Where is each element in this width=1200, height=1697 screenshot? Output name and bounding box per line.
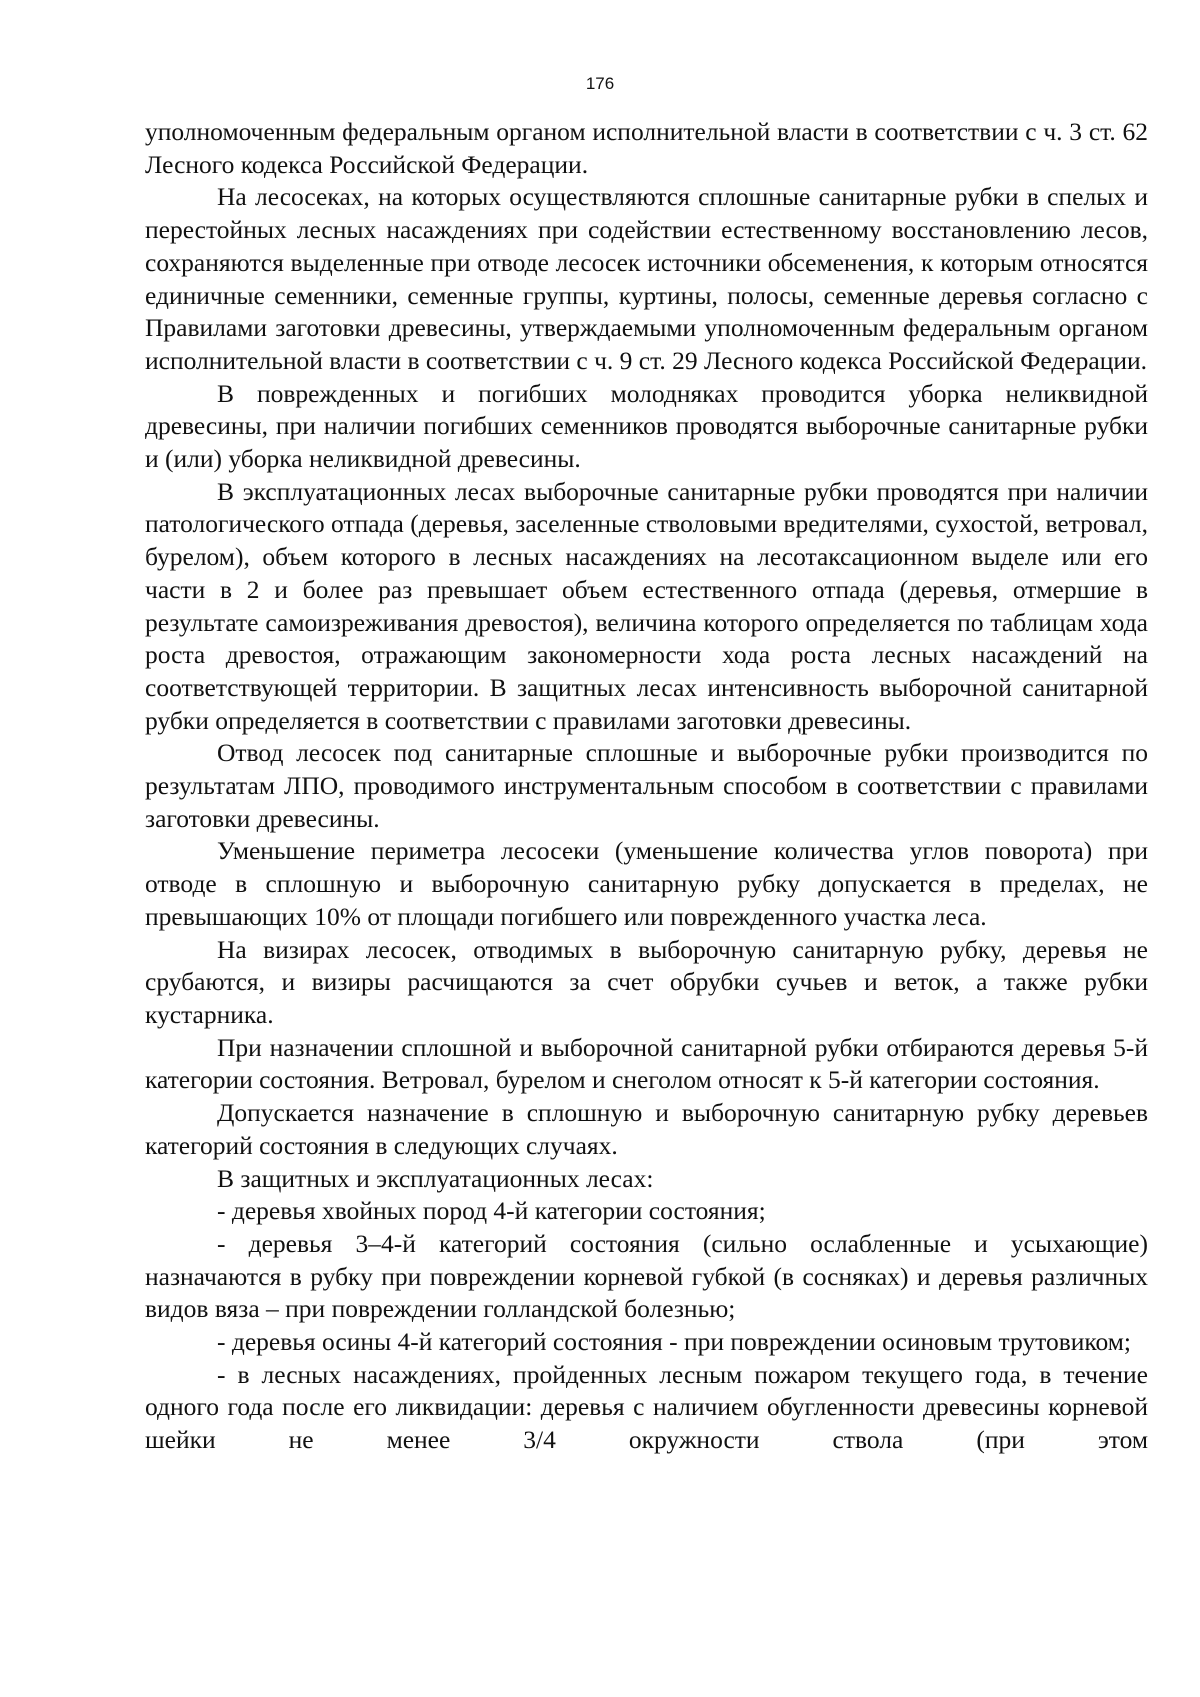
list-item-root-sponge: - деревья 3–4-й категорий состояния (сильно ослабленные и усыхающие) назначаются в рубку при повреждении корневой губкой (в сосняках) и деревья различных видов вяза – при повреждении голландской болезнью; — [145, 1228, 1148, 1324]
body-text — [145, 116, 1148, 1457]
paragraph-sight-lines: На визирах лесосек, отводимых в выборочную санитарную рубку, деревья не срубаются, и визиры расчищаются за счет обрубки сучьев и веток, а также рубки кустарника. — [145, 934, 1148, 1029]
paragraph-selective-cutting: В эксплуатационных лесах выборочные санитарные рубки проводятся при наличии патологического отпада (деревья, заселенные стволовыми вредителями, сухостой, ветровал, бурелом), объем которого в лесных насаждениях на лесотаксационном выделе или его части в 2 и более раз превышает объем естественного отпада (деревья, отмершие в результате самоизреживания древостоя), величина которого определяется по таблицам хода роста древостоя, отражающим закономерности хода роста лесных насаждений на соответствующей территории. В защитных лесах интенсивность выборочной санитарной рубки определяется в соответствии с правилами заготовки древесины. — [145, 476, 1148, 735]
paragraph-category-5: При назначении сплошной и выборочной санитарной рубки отбираются деревья 5-й категории состояния. Ветровал, бурелом и снеголом относят к 5-й категории состояния. — [145, 1032, 1148, 1095]
paragraph-allotment: Отвод лесосек под санитарные сплошные и выборочные рубки производится по результатам ЛПО, проводимого инструментальным способом в соответствии с правилами заготовки древесины. — [145, 738, 1148, 833]
paragraph-young-stands: В поврежденных и погибших молодняках проводится уборка неликвидной древесины, при наличии погибших семенников проводятся выборочные санитарные рубки и (или) уборка неликвидной древесины. — [145, 378, 1148, 474]
paragraph-seed-sources: На лесосеках, на которых осуществляются сплошные санитарные рубки в спелых и перестойных лесных насаждениях при содействии естественному восстановлению лесов, сохраняются выделенные при отводе лесосек источники обсеменения, к которым относятся единичные семенники, семенные группы, куртины, полосы, семенные деревья согласно с Правилами заготовки древесины, утверждаемыми уполномоченным федеральным органом исполнительной власти в соответствии с ч. 9 ст. 29 Лесного кодекса Российской Федерации. — [145, 182, 1148, 375]
page-number: 176 — [585, 74, 615, 93]
list-item-fire: - в лесных насаждениях, пройденных лесным пожаром текущего года, в течение одного года после его ликвидации: деревья с наличием обугленности древесины корневой шейки не менее 3/4 окружности ствола (при этом — [145, 1359, 1148, 1455]
list-item-conifers: - деревья хвойных пород 4-й категории состояния; — [217, 1196, 766, 1226]
paragraph-protective-forests: В защитных и эксплуатационных лесах: — [217, 1163, 654, 1193]
paragraph-allowed-cases: Допускается назначение в сплошную и выборочную санитарную рубку деревьев категорий состояния в следующих случаях. — [145, 1098, 1148, 1160]
paragraph-perimeter: Уменьшение периметра лесосеки (уменьшение количества углов поворота) при отводе в сплошную и выборочную санитарную рубку допускается в пределах, не превышающих 10% от площади погибшего или поврежденного участка леса. — [145, 836, 1148, 931]
list-item-aspen: - деревья осины 4-й категорий состояния - при повреждении осиновым трутовиком; — [217, 1327, 1131, 1357]
paragraph-continuation: уполномоченным федеральным органом исполнительной власти в соответствии с ч. 3 ст. 62 Лесного кодекса Российской Федерации. — [145, 117, 1148, 179]
